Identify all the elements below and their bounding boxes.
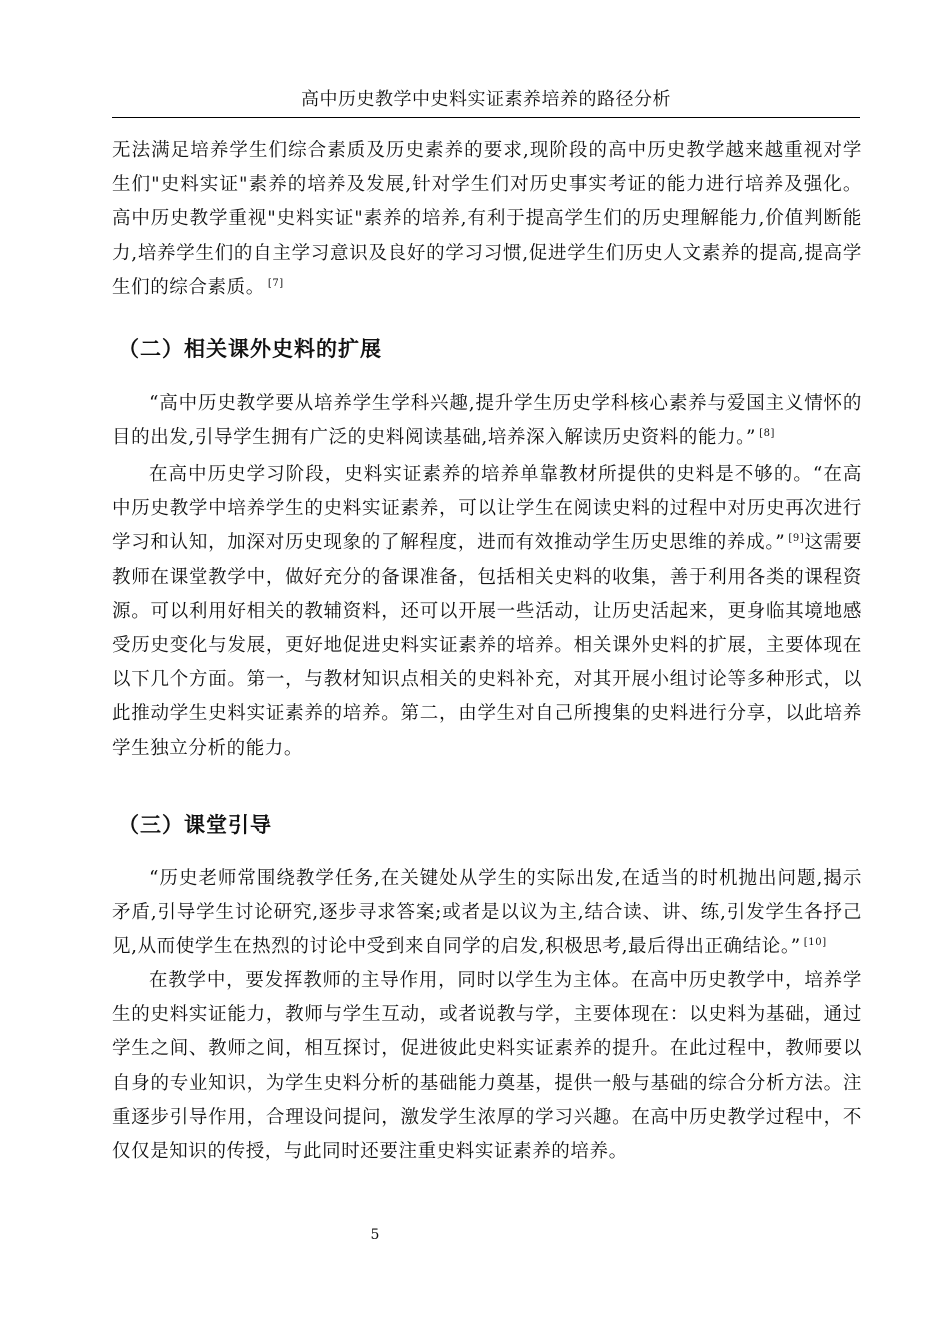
- paragraph-intro-continuation: [112, 134, 862, 305]
- paragraph-text: “历史老师常围绕教学任务,在关键处从学生的实际出发,在适当的时机抛出问题,揭示矛盾,引导学生讨论研究,逐步寻求答案;或者是以议为主,结合读、讲、练,引发学生各抒己见,从而使学生在热烈的讨论中受到来自同学的启发,积极思考,最后得出正确结论。”: [112, 868, 862, 958]
- paragraph-text: 无法满足培养学生们综合素质及历史素养的要求,现阶段的高中历史教学越来越重视对学生们"史料实证"素养的培养及发展,针对学生们对历史事实考证的能力进行培养及强化。高中历史教学重视"史料实证"素养的培养,有利于提高学生们的历史理解能力,价值判断能力,培养学生们的自主学习意识及良好的学习习惯,促进学生们历史人文素养的提高,提高学生们的综合素质。: [112, 140, 862, 298]
- paragraph-quote-10: [112, 862, 862, 965]
- paragraph-text: 在教学中，要发挥教师的主导作用，同时以学生为主体。在高中历史教学中，培养学生的史料实证能力，教师与学生互动，或者说教与学，主要体现在：以史料为基础，通过学生之间、教师之间，相互探讨，促进彼此史料实证素养的提升。在此过程中，教师要以自身的专业知识，为学生史料分析的基础能力奠基，提供一般与基础的综合分析方法。注重逐步引导作用，合理设问提问，激发学生浓厚的学习兴趣。在高中历史教学过程中，不仅仅是知识的传授，与此同时还要注重史料实证素养的培养。: [112, 970, 862, 1163]
- paragraph-extracurricular-body: [112, 458, 862, 766]
- section-heading-classroom-guidance: （三）课堂引导: [118, 813, 272, 837]
- section-heading-extracurricular-materials: （二）相关课外史料的扩展: [118, 337, 382, 361]
- paragraph-text: “高中历史教学要从培养学生学科兴趣,提升学生历史学科核心素养与爱国主义情怀的目的出发,引导学生拥有广泛的史料阅读基础,培养深入解读历史资料的能力。”: [112, 393, 862, 449]
- citation-ref: [9]: [788, 533, 805, 545]
- citation-ref: [10]: [803, 937, 827, 949]
- citation-ref: [8]: [759, 428, 776, 440]
- paragraph-text: 在高中历史学习阶段，史料实证素养的培养单靠教材所提供的史料是不够的。“在高中历史教学中培养学生的史料实证素养，可以让学生在阅读史料的过程中对历史再次进行学习和认知，加深对历史现象的了解程度，进而有效推动学生历史思维的养成。”: [112, 464, 862, 554]
- header-rule: [112, 117, 860, 118]
- running-header-title: 高中历史教学中史料实证素养培养的路径分析: [301, 89, 671, 110]
- paragraph-classroom-body: [112, 964, 862, 1169]
- paragraph-quote-8: [112, 387, 862, 455]
- paragraph-text: 这需要教师在课堂教学中，做好充分的备课准备，包括相关史料的收集，善于利用各类的课程资源。可以利用好相关的教辅资料，还可以开展一些活动，让历史活起来，更身临其境地感受历史变化与发展，更好地促进史料实证素养的培养。相关课外史料的扩展，主要体现在以下几个方面。第一，与教材知识点相关的史料补充，对其开展小组讨论等多种形式，以此推动学生史料实证素养的培养。第二，由学生对自己所搜集的史料进行分享，以此培养学生独立分析的能力。: [112, 532, 862, 759]
- citation-ref: [7]: [267, 277, 284, 289]
- page-number: 5: [370, 1227, 380, 1243]
